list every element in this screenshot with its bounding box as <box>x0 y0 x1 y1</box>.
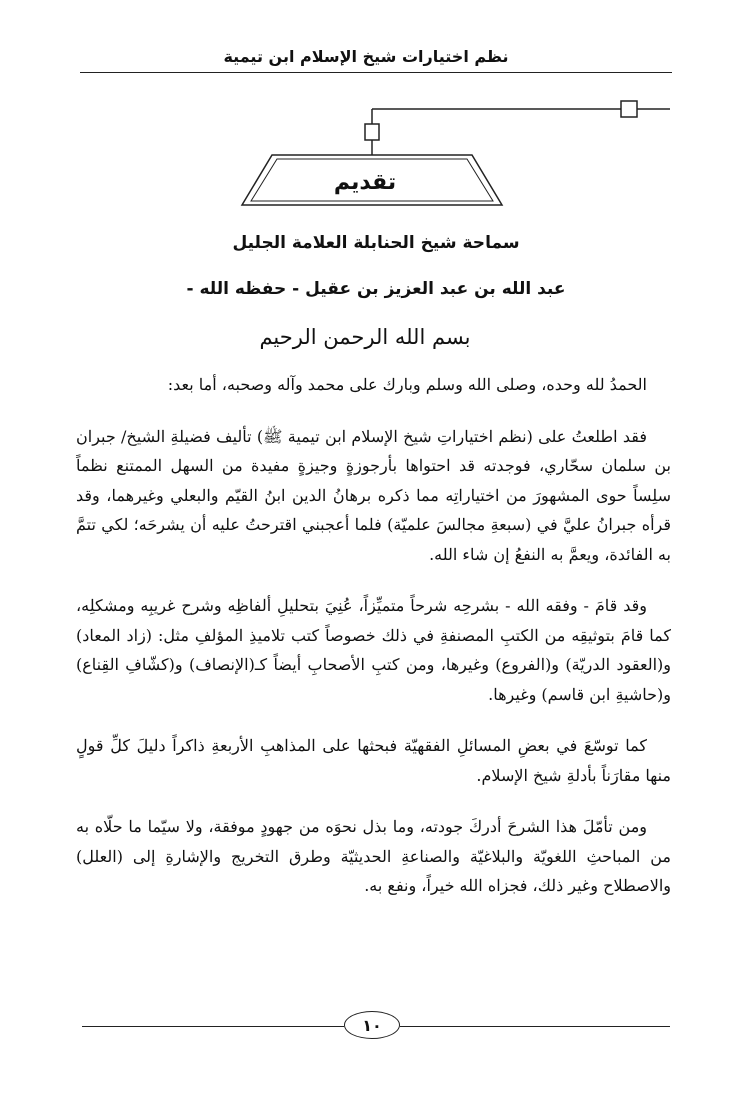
paragraph-opening: الحمدُ لله وحده، وصلى الله وسلم وبارك على محمد وآله وصحبه، أما بعد: <box>167 375 647 394</box>
ornament-right-square <box>621 101 637 117</box>
body-text <box>76 370 671 923</box>
presenter-line-1: سماحة شيخ الحنابلة العلامة الجليل <box>232 233 520 253</box>
ornament-center-square <box>365 124 379 140</box>
section-title: تقديم <box>333 170 397 195</box>
paragraph-commentary: وقد قامَ - وفقه الله - بشرحِه شرحاً متميِّزاً، عُنِيَ بتحليلِ ألفاظِه وشرح غريبِه ومشكلِه، كما قامَ بتوثيقِه من الكتبِ المصنفةِ في ذلك خصوصاً كتب تلاميذِ المؤلفِ مثل: (زاد المعاد) و(العقود الدريّة) و(الفروع) وغيرها، ومن كتبِ الأصحابِ أيضاً كـ(الإنصاف) و(كشّافِ القِناع) و(حاشيةِ ابن قاسم) وغيرها. <box>76 596 671 704</box>
running-header-title: نظم اختيارات شيخ الإسلام ابن تيمية <box>223 47 509 66</box>
footer-rule-right <box>400 1026 670 1027</box>
paragraph-fiqh: كما توسّعَ في بعضِ المسائلِ الفقهيّة فبحثها على المذاهبِ الأربعةِ ذاكراً دليلَ كلِّ قولٍ منها مقارَناً بأدلةِ شيخ الإسلام. <box>76 736 671 785</box>
page-number: ١٠ <box>344 1011 400 1039</box>
footer-rule-left <box>82 1026 344 1027</box>
paragraph-review: فقد اطلعتُ على (نظم اختياراتِ شيخ الإسلام ابن تيمية ﷺ) تأليف فضيلةِ الشيخ/ جبران بن سلمان سحّاري، فوجدته قد احتواها بأرجوزةٍ وجيزةٍ مفيدة من السهل الممتنع نظماً سلِساً حوى المشهورَ من اختياراتِه مما ذكره برهانُ الدين ابنُ القيّم والبعلي وغيرهما، وقد قرأه جبرانُ عليَّ في (سبعةِ مجالسَ علميّة) فلما أعجبني اقترحتُ عليه أن يشرحَه؛ لكي تتمَّ به الفائدة، ويعمَّ به النفعُ إن شاء الله. <box>76 426 671 564</box>
presenter-line-2: عبد الله بن عبد العزيز بن عقيل - حفظه الله - <box>186 279 566 299</box>
paragraph-closing: ومن تأمّلَ هذا الشرحَ أدركَ جودته، وما بذل نحوَه من جهودٍ موفقة، ولا سيّما ما حلّاه به من المباحثِ اللغويّة والبلاغيّة والصناعةِ الحديثيّة وطرق التخريج والإشارةِ إلى (العلل) والاصطلاح وغير ذلك، فجزاه الله خيراً، ونفع به. <box>76 817 671 895</box>
basmala: بسم الله الرحمن الرحيم <box>259 325 471 349</box>
